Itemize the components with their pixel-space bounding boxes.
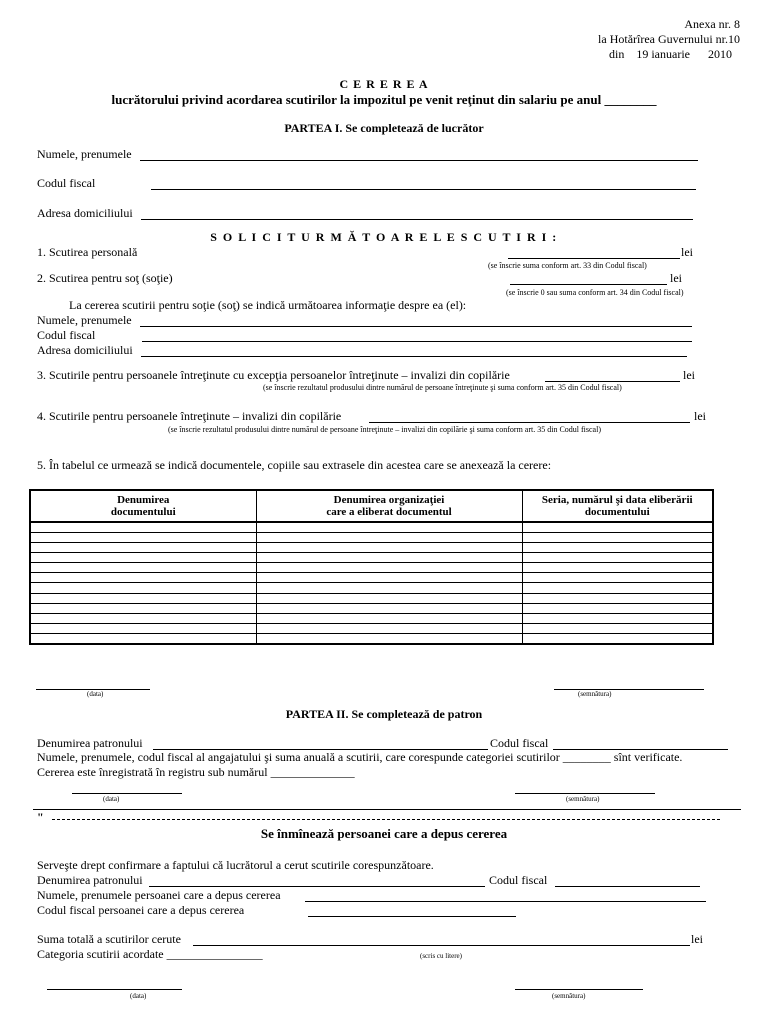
verify-text: Numele, prenumele, codul fiscal al angajatului şi suma anuală a scutirii, care corespunde categoriei scutirilor ________ sînt verificate. <box>37 750 683 764</box>
annex-date: 19 ianuarie <box>636 47 690 61</box>
item3-amount-field[interactable] <box>545 381 680 382</box>
cell-series[interactable] <box>522 583 713 593</box>
receipt-signature-label: (semnătura) <box>552 992 586 1000</box>
table-row <box>30 583 713 593</box>
table-row <box>30 633 713 644</box>
name-label: Numele, prenumele <box>37 147 132 161</box>
cell-series[interactable] <box>522 522 713 533</box>
table-row <box>30 522 713 533</box>
item2-amount-field[interactable] <box>510 284 667 285</box>
name-field[interactable] <box>140 160 698 161</box>
spouse-name-field[interactable] <box>140 326 692 327</box>
receipt-fiscal-label: Codul fiscal <box>489 873 548 887</box>
form-title: C E R E R E A <box>339 77 429 91</box>
col-header-organization <box>256 490 522 522</box>
part1-signature-field[interactable] <box>554 689 704 690</box>
cell-document[interactable] <box>30 553 256 563</box>
item4-label: 4. Scutirile pentru persoanele întreţinute – invalizi din copilărie <box>37 409 342 423</box>
cell-organization[interactable] <box>256 553 522 563</box>
cell-organization[interactable] <box>256 583 522 593</box>
receipt-employer-label: Denumirea patronului <box>37 873 143 887</box>
col-header-document-line1: Denumirea <box>117 493 170 506</box>
cell-organization[interactable] <box>256 522 522 533</box>
cell-series[interactable] <box>522 623 713 633</box>
total-unit: lei <box>691 932 703 946</box>
cell-series[interactable] <box>522 593 713 603</box>
cell-document[interactable] <box>30 563 256 573</box>
cell-document[interactable] <box>30 593 256 603</box>
cell-series[interactable] <box>522 563 713 573</box>
item1-unit: lei <box>681 245 693 259</box>
part2-date-label: (data) <box>103 795 120 803</box>
cell-organization[interactable] <box>256 603 522 613</box>
receipt-fiscal-field[interactable] <box>555 886 700 887</box>
table-header-row <box>30 490 713 522</box>
part1-heading: PARTEA I. Se completează de lucrător <box>284 121 484 135</box>
item1-label: 1. Scutirea personală <box>37 245 138 259</box>
annex-decision: la Hotărîrea Guvernului nr.10 <box>598 32 740 46</box>
separator-line <box>33 809 741 810</box>
cell-series[interactable] <box>522 553 713 563</box>
spouse-intro: La cererea scutirii pentru soţie (soţ) se indică următoarea informaţie despre ea (el): <box>69 298 467 312</box>
employer-label: Denumirea patronului <box>37 736 143 750</box>
table-row <box>30 573 713 583</box>
applicant-name-field[interactable] <box>305 901 706 902</box>
annex-date-row <box>609 48 732 62</box>
cut-mark: " <box>37 810 44 824</box>
cell-series[interactable] <box>522 603 713 613</box>
col-header-organization-line2: care a eliberat documentul <box>326 506 452 518</box>
spouse-address-label: Adresa domiciliului <box>37 343 133 357</box>
col-header-series-line1: Seria, numărul şi data eliberării <box>541 493 693 506</box>
cell-document[interactable] <box>30 623 256 633</box>
item4-note: (se înscrie rezultatul produsului dintre numărul de persoane întreţinute – invalizi din copilărie şi suma conform art. 35 din Codul fiscal) <box>168 425 601 434</box>
part2-signature-label: (semnătura) <box>566 795 600 803</box>
category-label: Categoria scutirii acordate ________________ <box>37 947 263 961</box>
cell-document[interactable] <box>30 603 256 613</box>
address-label: Adresa domiciliului <box>37 206 133 220</box>
cell-document[interactable] <box>30 583 256 593</box>
spouse-fiscal-field[interactable] <box>142 341 692 342</box>
cell-organization[interactable] <box>256 573 522 583</box>
part2-heading: PARTEA II. Se completează de patron <box>285 707 483 721</box>
item4-amount-field[interactable] <box>369 422 690 423</box>
receipt-signature-field[interactable] <box>515 989 643 990</box>
table-row <box>30 603 713 613</box>
cell-organization[interactable] <box>256 613 522 623</box>
item5-label: 5. În tabelul ce urmează se indică documentele, copiile sau extrasele din acestea care se anexează la cerere: <box>37 458 552 472</box>
fiscal-code-field[interactable] <box>151 189 696 190</box>
cell-series[interactable] <box>522 573 713 583</box>
cell-organization[interactable] <box>256 623 522 633</box>
cell-document[interactable] <box>30 633 256 644</box>
table-row <box>30 623 713 633</box>
part1-signature-label: (semnătura) <box>578 690 612 698</box>
total-label: Suma totală a scutirilor cerute <box>37 932 181 946</box>
table-row <box>30 533 713 543</box>
item4-unit: lei <box>694 409 706 423</box>
table-row <box>30 613 713 623</box>
item1-amount-field[interactable] <box>508 258 680 259</box>
item2-label: 2. Scutirea pentru soţ (soţie) <box>37 271 173 285</box>
table-row <box>30 543 713 553</box>
annex-year: 2010 <box>708 47 732 61</box>
table-row <box>30 593 713 603</box>
spouse-fiscal-label: Codul fiscal <box>37 328 96 342</box>
cell-organization[interactable] <box>256 593 522 603</box>
receipt-employer-field[interactable] <box>149 886 485 887</box>
address-field[interactable] <box>141 219 693 220</box>
annex-number: Anexa nr. 8 <box>684 17 740 31</box>
total-field[interactable] <box>193 945 690 946</box>
cell-series[interactable] <box>522 633 713 644</box>
cell-document[interactable] <box>30 522 256 533</box>
in-words-note: (scris cu litere) <box>420 952 462 960</box>
col-header-document <box>30 490 256 522</box>
col-header-series <box>522 490 713 522</box>
item3-note: (se înscrie rezultatul produsului dintre numărul de persoane întreţinute şi suma conform art. 35 din Codul fiscal) <box>263 383 622 392</box>
cell-document[interactable] <box>30 543 256 553</box>
cell-organization[interactable] <box>256 563 522 573</box>
table-row <box>30 563 713 573</box>
applicant-name-label: Numele, prenumele persoanei care a depus cererea <box>37 888 281 902</box>
cell-organization[interactable] <box>256 533 522 543</box>
cell-series[interactable] <box>522 543 713 553</box>
item3-unit: lei <box>683 368 695 382</box>
cell-organization[interactable] <box>256 543 522 553</box>
cut-line <box>52 819 720 820</box>
cell-organization[interactable] <box>256 633 522 644</box>
item2-unit: lei <box>670 271 682 285</box>
cell-series[interactable] <box>522 533 713 543</box>
receipt-heading: Se înmînează persoanei care a depus cererea <box>260 826 508 841</box>
part1-date-label: (data) <box>87 690 104 698</box>
receipt-date-label: (data) <box>130 992 147 1000</box>
col-header-document-line2: documentului <box>110 506 176 518</box>
confirm-text: Serveşte drept confirmare a faptului că lucrătorul a cerut scutirile corespunzătoare. <box>37 858 434 872</box>
register-text: Cererea este înregistrată în registru sub numărul ______________ <box>37 765 355 779</box>
item1-note: (se înscrie suma conform art. 33 din Codul fiscal) <box>488 261 647 270</box>
spouse-address-field[interactable] <box>141 356 687 357</box>
form-subtitle: lucrătorului privind acordarea scutirilor la impozitul pe venit reţinut din salariu pe anul ________ <box>111 92 657 107</box>
col-header-series-line2: documentului <box>584 506 650 518</box>
applicant-fiscal-field[interactable] <box>308 916 516 917</box>
receipt-date-field[interactable] <box>47 989 182 990</box>
item3-label: 3. Scutirile pentru persoanele întreţinute cu excepţia persoanelor întreţinute – invalizi din copilărie <box>37 368 510 382</box>
cell-series[interactable] <box>522 613 713 623</box>
applicant-fiscal-label: Codul fiscal persoanei care a depus cererea <box>37 903 245 917</box>
col-header-organization-line1: Denumirea organizaţiei <box>333 493 445 506</box>
fiscal-code-label: Codul fiscal <box>37 176 96 190</box>
cell-document[interactable] <box>30 573 256 583</box>
employer-fiscal-label: Codul fiscal <box>490 736 549 750</box>
part2-date-field[interactable] <box>72 793 182 794</box>
cell-document[interactable] <box>30 533 256 543</box>
annex-date-prefix: din <box>609 47 625 61</box>
item2-note: (se înscrie 0 sau suma conform art. 34 din Codul fiscal) <box>506 288 684 297</box>
part2-signature-field[interactable] <box>515 793 655 794</box>
cell-document[interactable] <box>30 613 256 623</box>
spouse-name-label: Numele, prenumele <box>37 313 132 327</box>
request-heading: S O L I C I T U R M Ă T O A R E L E S C U T I R I : <box>210 230 558 244</box>
documents-table <box>29 489 714 645</box>
table-row <box>30 553 713 563</box>
